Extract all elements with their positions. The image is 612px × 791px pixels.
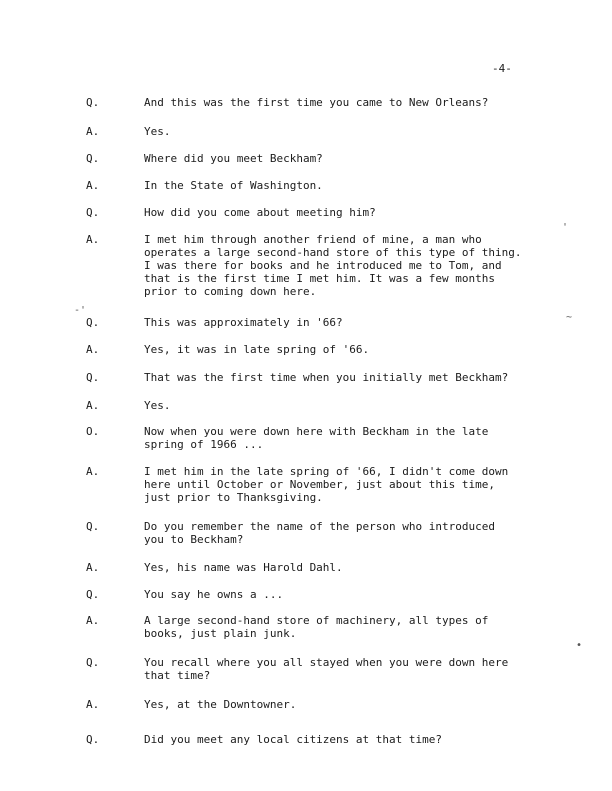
entry-text: Yes. xyxy=(144,125,171,138)
speaker-label: Q. xyxy=(86,733,100,746)
entry-text: Yes, it was in late spring of '66. xyxy=(144,343,370,356)
speaker-label: A. xyxy=(86,343,100,356)
speaker-label: A. xyxy=(86,465,100,478)
entry-text: Yes, his name was Harold Dahl. xyxy=(144,561,343,574)
speaker-label: Q. xyxy=(86,316,100,329)
entry-text: Yes. xyxy=(144,399,171,412)
speaker-label: Q. xyxy=(86,152,100,165)
speaker-label: Q. xyxy=(86,371,100,384)
entry-text: You recall where you all stayed when you were down here that time? xyxy=(144,656,509,682)
speaker-label: A. xyxy=(86,179,100,192)
speaker-label: O. xyxy=(86,425,100,438)
speaker-label: Q. xyxy=(86,206,100,219)
speaker-label: A. xyxy=(86,561,100,574)
scan-speck: ~ xyxy=(566,312,573,323)
entry-text: And this was the first time you came to New Orleans? xyxy=(144,96,489,109)
entry-text: Now when you were down here with Beckham in the late spring of 1966 ... xyxy=(144,425,489,451)
speaker-label: A. xyxy=(86,233,100,246)
speaker-label: Q. xyxy=(86,520,100,533)
entry-text: Do you remember the name of the person who introduced you to Beckham? xyxy=(144,520,495,546)
entry-text: Where did you meet Beckham? xyxy=(144,152,323,165)
page-number: -4- xyxy=(492,62,512,75)
speaker-label: Q. xyxy=(86,656,100,669)
scan-speck: • xyxy=(576,640,583,651)
entry-text: That was the first time when you initially met Beckham? xyxy=(144,371,509,384)
entry-text: How did you come about meeting him? xyxy=(144,206,376,219)
entry-text: A large second-hand store of machinery, all types of books, just plain junk. xyxy=(144,614,489,640)
speaker-label: A. xyxy=(86,125,100,138)
scan-speck: ' xyxy=(562,222,569,233)
entry-text: I met him through another friend of mine, a man who operates a large second-hand store of this type of thing. I was there for books and he introduced me to Tom, and that is the first time I met him. It was a few months prior to coming down here. xyxy=(144,233,522,298)
speaker-label: A. xyxy=(86,698,100,711)
entry-text: This was approximately in '66? xyxy=(144,316,343,329)
scan-speck: -' xyxy=(74,305,87,316)
speaker-label: A. xyxy=(86,399,100,412)
speaker-label: Q. xyxy=(86,588,100,601)
entry-text: You say he owns a ... xyxy=(144,588,284,601)
entry-text: In the State of Washington. xyxy=(144,179,323,192)
entry-text: Did you meet any local citizens at that time? xyxy=(144,733,443,746)
speaker-label: Q. xyxy=(86,96,100,109)
entry-text: Yes, at the Downtowner. xyxy=(144,698,297,711)
entry-text: I met him in the late spring of '66, I didn't come down here until October or November, just about this time, just prior to Thanksgiving. xyxy=(144,465,509,504)
speaker-label: A. xyxy=(86,614,100,627)
